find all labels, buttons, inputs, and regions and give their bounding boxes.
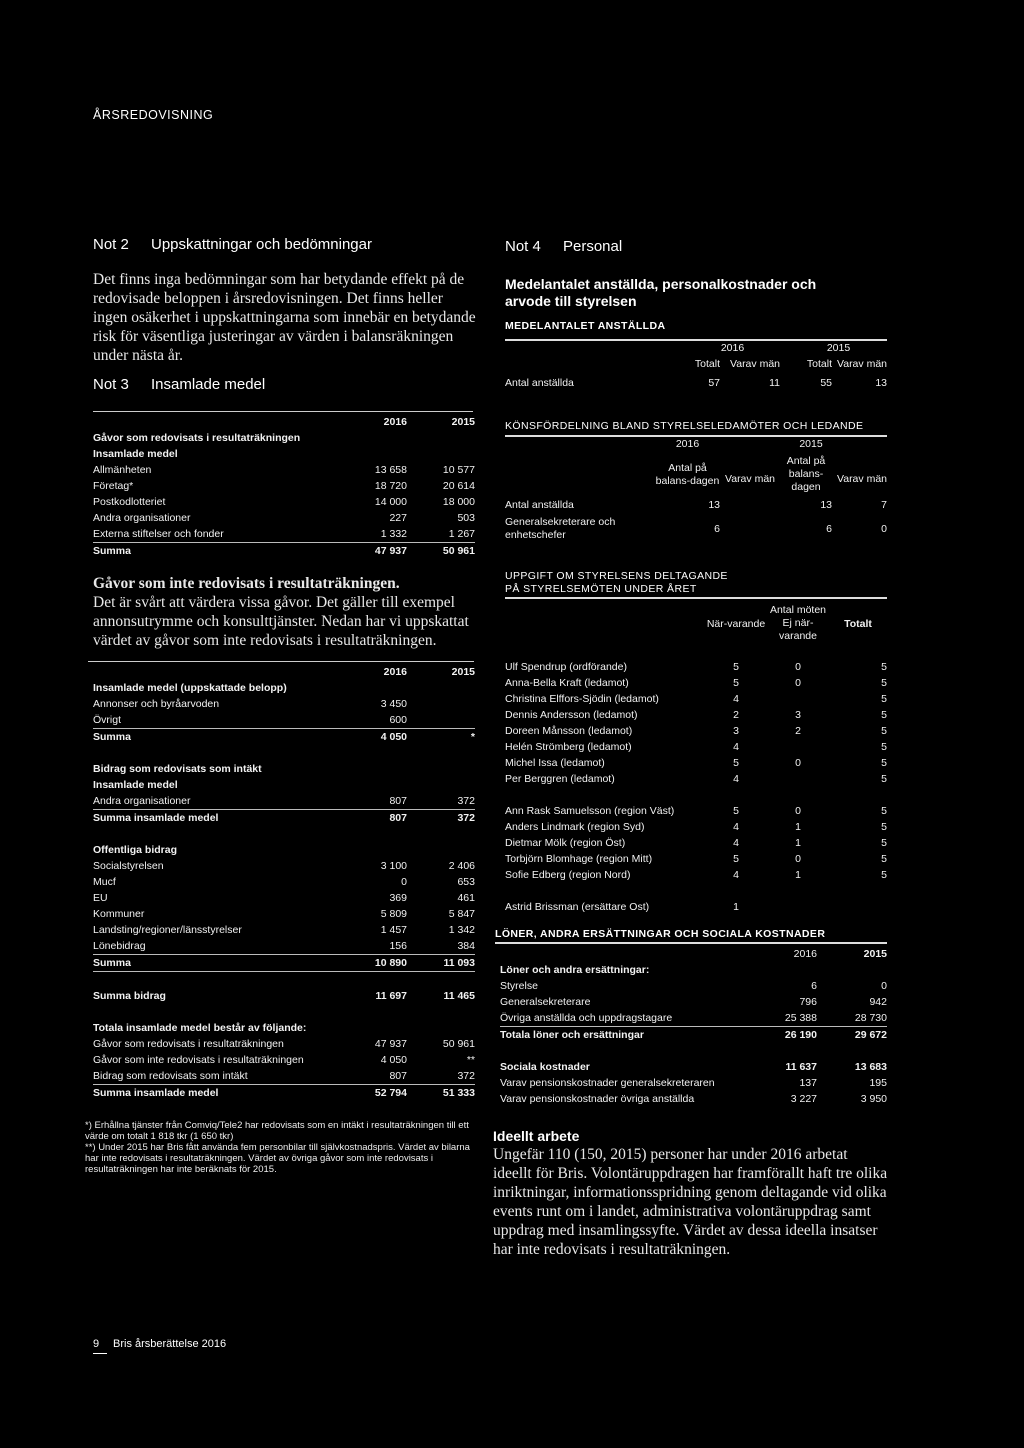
table-cell: Antal möten Ej när-varande <box>769 604 827 642</box>
table-cell: 10 577 <box>442 464 475 476</box>
table-sum-row <box>93 729 475 746</box>
table-row <box>505 516 887 542</box>
divider <box>88 661 474 662</box>
table-cell: 4 <box>733 821 739 833</box>
table-row <box>505 675 887 691</box>
table-row <box>500 1059 887 1075</box>
table-cell: 137 <box>799 1077 817 1089</box>
not3-title: Insamlade medel <box>151 376 266 393</box>
table-cell: 1 457 <box>380 924 407 936</box>
table-row <box>93 793 475 810</box>
table-sum-row <box>93 543 475 560</box>
table-heading: Gåvor som redovisats i resultaträkningen <box>93 432 301 444</box>
table-cell: 600 <box>355 712 407 729</box>
table-cell: 807 <box>355 793 407 810</box>
table-cell: 796 <box>799 996 817 1008</box>
table-cell: Mucf <box>93 876 116 888</box>
table-cell: 5 <box>733 853 739 865</box>
table-cell: ** <box>466 1054 475 1066</box>
table-cell: Totalt <box>806 358 832 370</box>
table-row <box>505 803 887 819</box>
not2-title: Uppskattningar och bedömningar <box>151 236 372 253</box>
table-cell: 5 <box>881 837 887 849</box>
footer-mark <box>93 1353 107 1354</box>
table-cell: Totala insamlade medel består av följande: <box>93 1022 307 1034</box>
table-cell: 52 794 <box>374 1087 407 1099</box>
table-cell: EU <box>93 892 108 904</box>
table-row <box>505 835 887 851</box>
table-cell: Generalsekreterare och enhetschefer <box>505 516 616 541</box>
not2-text: Det finns inga bedömningar som har betydande effekt på de redovisade beloppen i årsredovisningen. Det finns heller ingen osäkerhet i uppskattningarna som innebär en betydande risk för väsentliga justeringar av värden i balansräkningen under nästa år. <box>93 271 476 364</box>
not4-number: Not 4 <box>505 238 541 255</box>
table-cell: Michel Issa (ledamot) <box>505 757 605 769</box>
table-cell: Antal på balans-dagen <box>786 455 826 493</box>
table-cell: Summa <box>93 955 355 972</box>
table-cell: 4 <box>733 773 739 785</box>
table-cell: 461 <box>457 892 475 904</box>
table-cell <box>829 899 887 915</box>
table-cell: 2 406 <box>448 860 475 872</box>
table-cell: 6 <box>811 980 817 992</box>
table-cell: 4 <box>733 837 739 849</box>
table-cell: 5 <box>733 661 739 673</box>
table-cell: 5 <box>881 805 887 817</box>
table-row <box>93 478 475 494</box>
not4-title: Personal <box>563 238 623 255</box>
table-cell: 372 <box>407 793 475 810</box>
table-cell: 5 <box>733 805 739 817</box>
table-cell: 2015 <box>863 948 887 960</box>
loner-title: LÖNER, ANDRA ERSÄTTNINGAR OCH SOCIALA KOSTNADER <box>495 928 826 940</box>
table-row <box>500 1010 887 1027</box>
table-cell: Övriga anställda och uppdragstagare <box>500 1010 760 1027</box>
table-cell: Varav pensionskostnader övriga anställda <box>500 1093 695 1105</box>
table-cell: Summa insamlade medel <box>93 1087 219 1099</box>
table-cell: 5 <box>881 869 887 881</box>
table-cell: 653 <box>457 876 475 888</box>
not3-heading <box>93 376 265 393</box>
table-cell: Postkodlotteriet <box>93 496 166 508</box>
table-cell: 11 <box>769 377 780 389</box>
table-row <box>93 696 475 712</box>
table-cell: 807 <box>355 1068 407 1085</box>
table-cell: 1 <box>795 869 801 881</box>
not3-number: Not 3 <box>93 376 129 393</box>
table-cell: Dietmar Mölk (region Öst) <box>505 837 626 849</box>
table-cell: 0 <box>881 523 887 535</box>
table-cell: 47 937 <box>374 545 407 557</box>
table-cell: Andra organisationer <box>93 793 355 810</box>
table-cell: 2016 <box>720 342 745 354</box>
table-cell: Insamlade medel (uppskattade belopp) <box>93 682 287 694</box>
table-sum-row <box>500 1027 887 1044</box>
table-cell: 1 <box>795 837 801 849</box>
table-cell: Andra organisationer <box>93 512 191 524</box>
table-cell: 0 <box>795 853 801 865</box>
table-cell: Ann Rask Samuelsson (region Väst) <box>505 805 675 817</box>
table-cell: Varav män <box>837 358 887 370</box>
table-cell: 0 <box>795 805 801 817</box>
table-cell: 2 <box>795 725 801 737</box>
page-number: 9 <box>93 1338 100 1350</box>
table-cell: Summa bidrag <box>93 990 166 1002</box>
table-cell: 942 <box>869 996 887 1008</box>
table-cell <box>720 494 780 516</box>
table-row <box>505 372 887 394</box>
table-cell: 2016 <box>383 666 407 678</box>
table-cell: Gåvor som inte redovisats i resultaträkningen <box>93 1054 304 1066</box>
table-cell: 4 <box>733 741 739 753</box>
table-sum-row <box>93 810 475 827</box>
table-cell: 0 <box>795 757 801 769</box>
table-cell: 2016 <box>675 438 700 450</box>
table-cell: 2015 <box>451 666 475 678</box>
table-cell: 29 672 <box>854 1029 887 1041</box>
table-cell: 5 <box>881 677 887 689</box>
table-row <box>505 851 887 867</box>
table-cell: 2 <box>733 709 739 721</box>
table-row <box>505 739 887 755</box>
table-row <box>93 494 475 510</box>
table-cell: Summa insamlade medel <box>93 812 219 824</box>
ideellt-title: Ideellt arbete <box>493 1128 580 1144</box>
table-row <box>93 462 475 478</box>
table-cell: 5 <box>881 709 887 721</box>
year-2016: 2016 <box>383 416 407 428</box>
table-row <box>505 723 887 739</box>
table-cell: Per Berggren (ledamot) <box>505 773 615 785</box>
table-cell: Anders Lindmark (region Syd) <box>505 821 645 833</box>
table-cell: 1 <box>795 821 801 833</box>
table-row <box>93 890 475 906</box>
table-cell <box>767 739 829 755</box>
table-row <box>500 994 887 1010</box>
gavor-table <box>93 414 475 559</box>
table-cell: 384 <box>407 938 475 955</box>
table-cell: 14 000 <box>374 496 407 508</box>
moten-table <box>505 604 887 915</box>
table-cell: Annonser och byråarvoden <box>93 698 220 710</box>
not4-subtitle: Medelantalet anställda, personalkostnader och arvode till styrelsen <box>505 276 817 309</box>
table-cell: 57 <box>708 377 720 389</box>
table-cell: 5 <box>881 773 887 785</box>
medel-table <box>505 340 887 394</box>
table-cell <box>407 712 475 729</box>
table-cell: 7 <box>881 499 887 511</box>
table-cell: Varav män <box>725 472 775 485</box>
table-row <box>505 899 887 915</box>
table-cell: 156 <box>355 938 407 955</box>
table-cell: 195 <box>869 1077 887 1089</box>
table-cell: Landsting/regioner/länsstyrelser <box>93 924 242 936</box>
table-row <box>505 819 887 835</box>
table-sum-row <box>93 1085 475 1102</box>
table-row <box>93 1068 475 1085</box>
moten-title: UPPGIFT OM STYRELSENS DELTAGANDE PÅ STYRELSEMÖTEN UNDER ÅRET <box>505 570 728 595</box>
table-cell: Externa stiftelser och fonder <box>93 526 355 543</box>
table-cell: 6 <box>714 523 720 535</box>
table-cell: Offentliga bidrag <box>93 844 177 856</box>
page-footer <box>93 1338 226 1350</box>
table-cell: 3 950 <box>860 1093 887 1105</box>
table-row <box>505 691 887 707</box>
table-row <box>505 659 887 675</box>
table-cell: Varav pensionskostnader generalsekreteraren <box>500 1077 715 1089</box>
table-row <box>505 755 887 771</box>
table-row <box>500 1075 887 1091</box>
table-row <box>500 1091 887 1107</box>
table-cell: 3 450 <box>380 698 407 710</box>
table-cell: 20 614 <box>442 480 475 492</box>
table-row <box>505 494 887 516</box>
table-cell: 0 <box>881 980 887 992</box>
table-cell: Socialstyrelsen <box>93 860 164 872</box>
gavor-text: Det är svårt att värdera vissa gåvor. Det gäller till exempel annonsutrymme och konsulttjänster. Nedan har vi uppskattat värdet av gåvor som inte redovisats i resultaträkningen. <box>93 594 469 649</box>
table-cell: 1 342 <box>448 924 475 936</box>
table-cell: 5 <box>881 821 887 833</box>
table-cell: 18 000 <box>442 496 475 508</box>
table-cell: 807 <box>389 812 407 824</box>
medel-title: MEDELANTALET ANSTÄLLDA <box>505 320 666 332</box>
table-cell: 50 961 <box>442 545 475 557</box>
table-cell: 3 100 <box>380 860 407 872</box>
table-row <box>505 771 887 787</box>
table-cell: 1 <box>733 901 739 913</box>
year-2015: 2015 <box>451 416 475 428</box>
table-cell: Kommuner <box>93 908 145 920</box>
gavor-title: Gåvor som inte redovisats i resultaträkningen. <box>93 575 400 592</box>
table-cell: 10 890 <box>355 955 407 972</box>
table-cell: 5 <box>881 725 887 737</box>
table-cell: 369 <box>389 892 407 904</box>
divider <box>495 942 887 944</box>
table-cell: 5 <box>881 757 887 769</box>
table-cell: Anna-Bella Kraft (ledamot) <box>505 677 629 689</box>
table-cell: 51 333 <box>442 1087 475 1099</box>
footnotes <box>85 1120 475 1175</box>
table-cell: 11 093 <box>407 955 475 972</box>
table-cell: 4 050 <box>380 731 407 743</box>
table-cell: Torbjörn Blomhage (region Mitt) <box>505 853 653 865</box>
table-cell: 13 <box>875 377 887 389</box>
table-cell: 3 <box>733 725 739 737</box>
table-cell: 372 <box>407 1068 475 1085</box>
table-cell: 3 <box>795 709 801 721</box>
table-cell: Summa <box>93 545 131 557</box>
section-header: ÅRSREDOVISNING <box>93 108 214 122</box>
divider <box>93 411 473 412</box>
table-cell: Löner och andra ersättningar: <box>500 964 650 976</box>
table-cell: Insamlade medel <box>93 779 178 791</box>
table-row <box>93 1036 475 1052</box>
table-cell: 0 <box>401 876 407 888</box>
table-cell: Totalt <box>844 617 872 630</box>
table-row <box>505 707 887 723</box>
table-cell: 6 <box>826 523 832 535</box>
table-cell: Antal anställda <box>505 377 574 389</box>
table-cell: Bidrag som redovisats som intäkt <box>93 1068 355 1085</box>
table-cell: 2015 <box>826 342 851 354</box>
table-subheading: Insamlade medel <box>93 448 178 460</box>
table-cell <box>407 696 475 712</box>
table-cell <box>767 899 829 915</box>
table-cell: 4 050 <box>380 1054 407 1066</box>
table-cell: 50 961 <box>442 1038 475 1050</box>
table-cell: Gåvor som redovisats i resultaträkningen <box>93 1038 284 1050</box>
table-sum-row <box>93 988 475 1004</box>
table-row <box>93 1052 475 1068</box>
table-cell: 26 190 <box>784 1029 817 1041</box>
table-cell: Totala löner och ersättningar <box>500 1029 644 1041</box>
table-row <box>93 712 475 729</box>
table-row <box>93 906 475 922</box>
table-cell: 5 <box>881 741 887 753</box>
table-cell: 5 <box>733 757 739 769</box>
table-cell: Antal anställda <box>505 499 574 511</box>
table-cell: Övrigt <box>93 712 355 729</box>
table-cell: 4 <box>733 869 739 881</box>
table-cell: Dennis Andersson (ledamot) <box>505 709 638 721</box>
table-cell: 25 388 <box>760 1010 817 1027</box>
table-cell: 1 332 <box>355 526 407 543</box>
table-sum-row <box>93 955 475 972</box>
table-cell: 2016 <box>793 948 817 960</box>
table-cell: 1 267 <box>407 526 475 543</box>
table-cell: Företag* <box>93 480 134 492</box>
table-cell: När-varande <box>706 617 766 630</box>
table-cell: 5 <box>881 693 887 705</box>
table-cell: 2015 <box>799 438 823 450</box>
table-row <box>93 938 475 955</box>
table-cell: 0 <box>795 677 801 689</box>
table-row <box>93 874 475 890</box>
table-row <box>505 867 887 883</box>
table-cell: 13 <box>708 499 720 511</box>
table-cell: 372 <box>457 812 475 824</box>
table-row <box>93 510 475 526</box>
table-cell: Varav män <box>837 472 887 485</box>
table-cell: 5 809 <box>380 908 407 920</box>
not2-number: Not 2 <box>93 236 129 253</box>
table-cell: Generalsekreterare <box>500 996 591 1008</box>
table-cell: Varav män <box>730 358 780 370</box>
table-cell: 13 658 <box>374 464 407 476</box>
table-cell: 18 720 <box>374 480 407 492</box>
table-cell <box>767 691 829 707</box>
kons-table <box>505 436 887 542</box>
table-cell: Bidrag som redovisats som intäkt <box>93 763 262 775</box>
loner-table <box>500 946 887 1107</box>
table-cell: 5 847 <box>448 908 475 920</box>
table-cell: Antal på balans-dagen <box>655 461 720 487</box>
table-cell: 227 <box>389 512 407 524</box>
table-cell: Totalt <box>694 358 720 370</box>
table-cell: 13 <box>820 499 832 511</box>
table-cell: Styrelse <box>500 980 538 992</box>
table-cell: 11 637 <box>785 1061 817 1073</box>
table-cell: 11 697 <box>375 990 407 1002</box>
table-cell: Astrid Brissman (ersättare Ost) <box>505 901 650 913</box>
table-cell: 55 <box>820 377 832 389</box>
table-cell: Lönebidrag <box>93 938 355 955</box>
not4-heading <box>505 238 622 255</box>
kons-title: KÖNSFÖRDELNING BLAND STYRELSELEDAMÖTER OCH LEDANDE <box>505 420 864 432</box>
table-cell: 3 227 <box>790 1093 817 1105</box>
table-cell: 5 <box>733 677 739 689</box>
table-cell: Sofie Edberg (region Nord) <box>505 869 631 881</box>
table-cell: 0 <box>795 661 801 673</box>
divider <box>505 597 887 599</box>
table-cell: Summa <box>93 731 131 743</box>
table-cell: Ulf Spendrup (ordförande) <box>505 661 627 673</box>
table-row <box>93 922 475 938</box>
table-cell: Doreen Månsson (ledamot) <box>505 725 633 737</box>
table-cell: 5 <box>881 853 887 865</box>
table-cell: 4 <box>733 693 739 705</box>
ideellt-text: Ungefär 110 (150, 2015) personer har under 2016 arbetat ideellt för Bris. Volontäruppdragen har framförallt haft tre olika inriktningar, informationsspridning genom deltagande vid olika events runt om i landet, administrativa volontäruppdrag samt uppdrag med insamlingssyfte. Värdet av dessa ideella insatser har inte redovisats i resultaträkningen. <box>493 1146 888 1258</box>
table-cell: Helén Strömberg (ledamot) <box>505 741 632 753</box>
table-cell: * <box>470 731 475 743</box>
footnote-2: **) Under 2015 har Bris fått använda fem personbilar till självkostnadspris. Värdet av bilarna har inte redovisats i resultaträkningen. Värdet av övriga gåvor som inte redovisats i resultaträkningen har inte beräknats för 2015. <box>85 1142 470 1175</box>
table-cell: 503 <box>457 512 475 524</box>
table-cell: 11 465 <box>443 990 475 1002</box>
footer-text: Bris årsberättelse 2016 <box>113 1338 227 1350</box>
table-cell: 13 683 <box>854 1061 887 1073</box>
table-cell <box>767 771 829 787</box>
table-cell: Sociala kostnader <box>500 1061 590 1073</box>
bidrag-table <box>93 664 475 1101</box>
table-cell: 28 730 <box>817 1010 887 1027</box>
table-cell: 5 <box>881 661 887 673</box>
table-row <box>93 858 475 874</box>
table-row <box>500 978 887 994</box>
table-cell: Christina Elffors-Sjödin (ledamot) <box>505 693 659 705</box>
footnote-1: *) Erhållna tjänster från Comviq/Tele2 har redovisats som en intäkt i resultaträkningen till ett värde om totalt 1 818 tkr (1 650 tkr) <box>85 1120 469 1142</box>
table-cell <box>720 516 780 542</box>
table-row <box>93 526 475 543</box>
table-cell: 47 937 <box>374 1038 407 1050</box>
not2-heading <box>93 236 372 253</box>
table-cell: Allmänheten <box>93 464 152 476</box>
